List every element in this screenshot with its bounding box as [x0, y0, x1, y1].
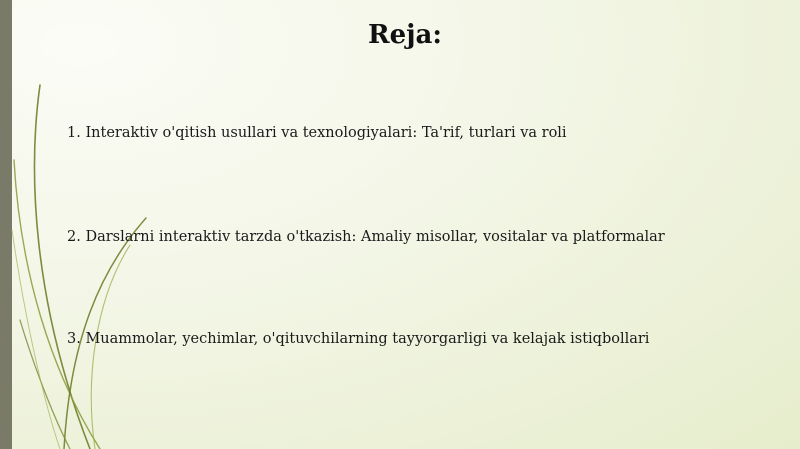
agenda-item: 1. Interaktiv o'qitish usullari va texnologiyalari: Ta'rif, turlari va roli [67, 125, 567, 141]
agenda-item: 3. Muammolar, yechimlar, o'qituvchilarning tayyorgarligi va kelajak istiqbollari [67, 331, 650, 347]
slide-title: Reja: [367, 20, 442, 50]
agenda-item: 2. Darslarni interaktiv tarzda o'tkazish: Amaliy misollar, vositalar va platformalar [67, 229, 665, 245]
